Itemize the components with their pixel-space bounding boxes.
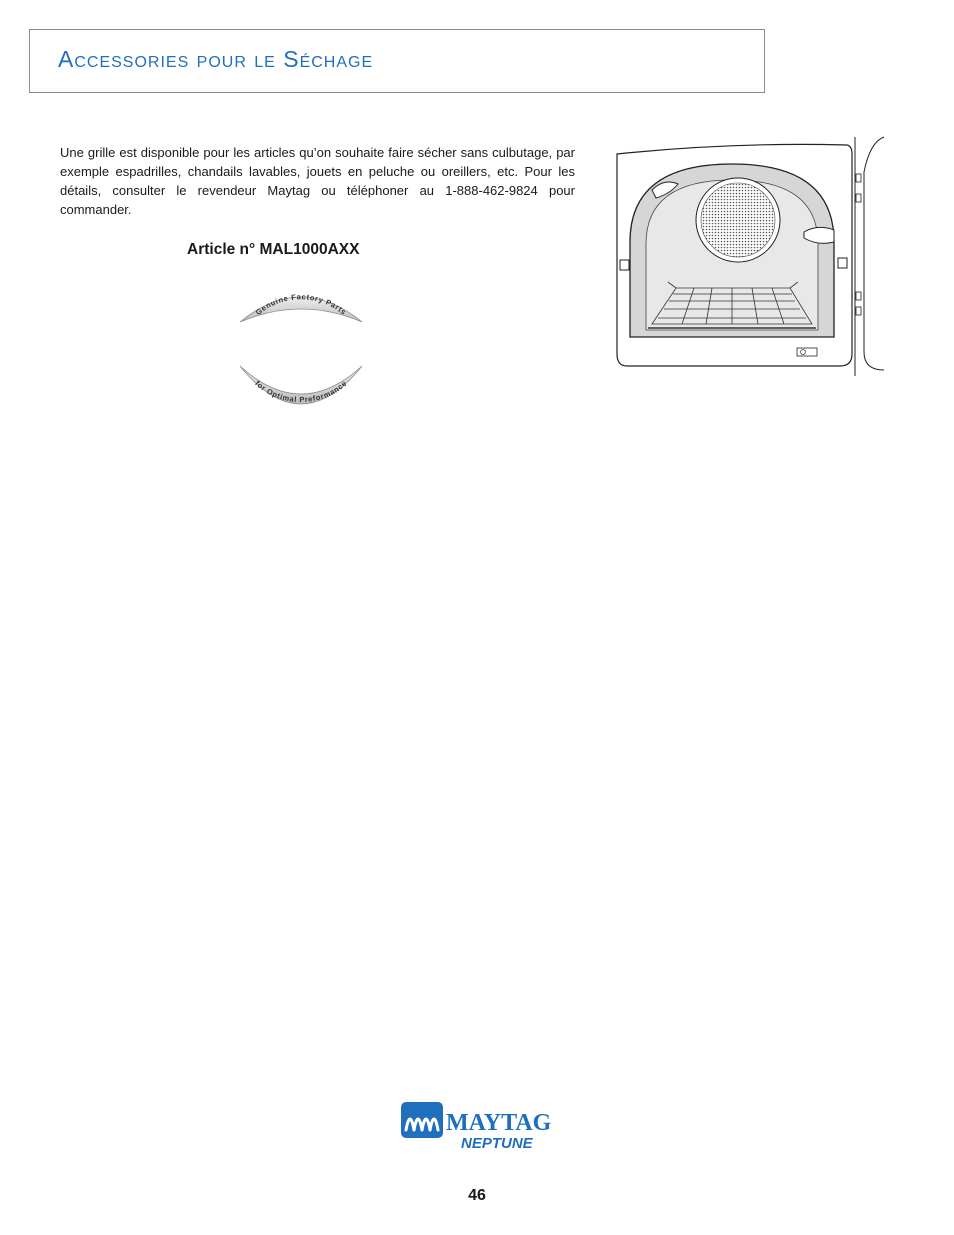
page-number: 46 [468, 1187, 486, 1204]
description-paragraph: Une grille est disponible pour les articles qu’on souhaite faire sécher sans culbutage, par exemple espadrilles, chandails lavables, jouets en peluche ou oreillers, etc. Pour les détails, consulter le revendeur Maytag ou téléphoner au 1-888-462-9824 pour commander. [60, 145, 575, 217]
page-title: Accessories pour le Séchage [58, 46, 374, 72]
title-banner [29, 29, 765, 93]
seal-bottom-text: for Optimal Preformance [253, 378, 349, 405]
seal-top-text: Genuine Factory Parts [253, 292, 349, 317]
dryer-rack-illustration [612, 132, 887, 382]
neptune-wordmark: NEPTUNE [461, 1135, 533, 1152]
maytag-neptune-logo [399, 1100, 551, 1157]
genuine-parts-seal [234, 282, 368, 421]
maytag-wordmark: MAYTAG [446, 1110, 551, 1136]
svg-text:for Optimal Preformance [253, 379, 348, 404]
article-number: Article n° MAL1000AXX [187, 241, 360, 258]
